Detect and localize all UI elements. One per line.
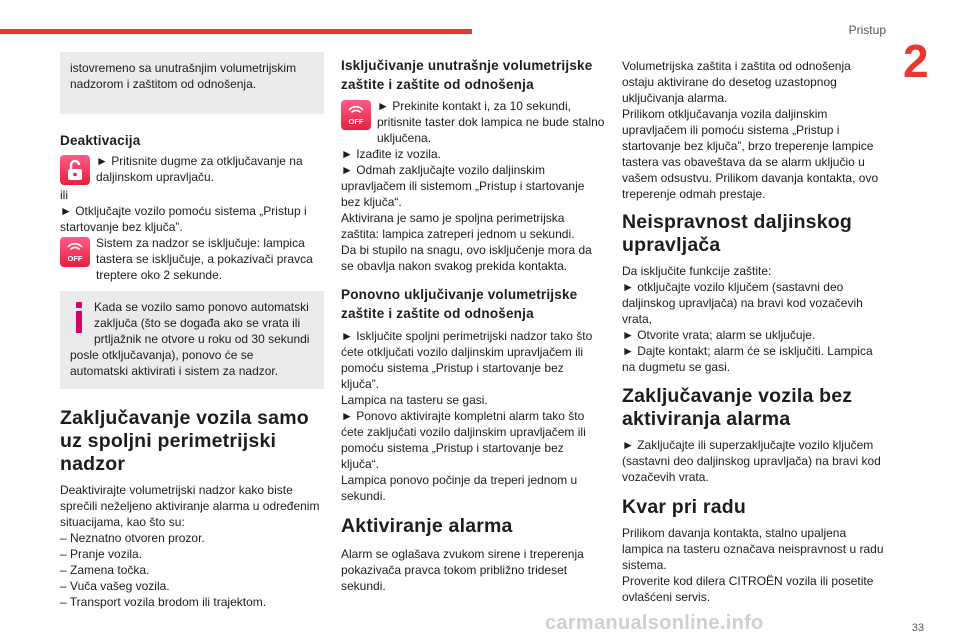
list-item: – Zamena točka. (60, 563, 150, 577)
text-volumetric-active: Volumetrijska zaštita i zaštita od odnošenja ostaju aktivirane do desetog uzastopnog uključivanja alarma. (622, 59, 851, 105)
text-after-ignition: Da bi stupilo na snagu, ovo isključenje mora da se obavlja nakon svakog prekida kontakta. (341, 243, 592, 273)
heading-zakljucavanje-perimetrijski: Zaključavanje vozila samo uz spoljni perimetrijski nadzor (60, 407, 309, 475)
info-note (60, 291, 324, 389)
text-unlock-remote: ► Pritisnite dugme za otključavanje na daljinskom upravljaču. (96, 154, 303, 184)
unlock-instruction (60, 153, 324, 185)
section-title: Pristup (848, 23, 886, 37)
text-lock-vehicle: ► Odmah zaključajte vozilo daljinskim upravljačem ili sistemom „Pristup i startovanje bez ključa“. (341, 163, 585, 209)
alarm-off-button-icon (341, 100, 371, 130)
list-item: – Neznatno otvoren prozor. (60, 531, 205, 545)
text-disable-perimeter: ► Isključite spoljni perimetrijski nadzor tako što ćete otključati vozilo daljinskim upravljačem ili pomoću sistema „Pristup i startovanje bez ključa”. (341, 329, 593, 391)
off-label: OFF (348, 117, 364, 126)
text-ignition-off: ► Prekinite kontakt i, za 10 sekundi, pritisnite taster dok lampica ne bude stalno uključena. (377, 99, 605, 145)
chapter-number: 2 (903, 35, 929, 87)
text-system-off: Sistem za nadzor se isključuje: lampica tastera se isključuje, a pokazivači pravca treptere oko 2 sekunde. (96, 236, 313, 282)
list-item: – Transport vozila brodom ili trajektom. (60, 595, 267, 609)
unlock-icon (60, 155, 90, 185)
off-instruction (60, 235, 324, 283)
text-unlock-key: ► otključajte vozilo ključem (sastavni deo daljinskog upravljača) na bravi kod vozačevih vrata, (622, 280, 863, 326)
text-unlock-blink: Prilikom otključavanja vozila daljinskim upravljačem ili pomoću sistema „Pristup i startovanje bez ključa”, brzo treperenje lampice tastera vas obaveštava da se alarm uključio u vašem odsustvu. Prilikom davanja kontakta, ovo treperenje odmah prestaje. (622, 107, 879, 201)
heading-aktiviranje: Aktiviranje alarma (341, 515, 513, 537)
heading-deaktivacija: Deaktivacija (60, 133, 141, 148)
text-lamp-blinks: Lampica ponovo počinje da treperi jednom u sekundi. (341, 473, 578, 503)
heading-iskljucivanje: Isključivanje unutrašnje volumetrijske zaštite i zaštite od odnošenja (341, 58, 593, 92)
text-alarm-sound: Alarm se oglašava zvukom sirene i treperenja pokazivača pravca tokom približno trideset sekundi. (341, 547, 584, 593)
off-label: OFF (67, 254, 83, 263)
info-note-text: Kada se vozilo samo ponovo automatski zaključa (što se događa ako se vrata ili prtljažnik ne otvore u roku od 30 sekundi posle otključavanja), ponovo će se automatski aktivirati i sistem za nadzor. (70, 300, 310, 378)
list-item: – Pranje vozila. (60, 547, 143, 561)
text-keyless: ► Otključajte vozilo pomoću sistema „Pristup i startovanje bez ključa”. (60, 204, 307, 234)
heading-bez-alarma: Zaključavanje vozila bez aktiviranja alarma (622, 385, 853, 430)
text-lamp-off: Lampica na tasteru se gasi. (341, 393, 488, 407)
text-lock-without-alarm: ► Zaključajte ili superzaključajte vozilo ključem (sastavni deo daljinskog upravljača) na bravi kod vozačevih vrata. (622, 438, 881, 484)
column-1 (60, 52, 324, 610)
text-perimeter-only: Aktivirana je samo je spoljna perimetrijska zaštita: lampica zatreperi jednom u sekundi. (341, 211, 575, 241)
off-instruction-2 (341, 98, 605, 146)
alarm-off-button-icon (60, 237, 90, 267)
list-item: – Vuča vašeg vozila. (60, 579, 170, 593)
page-number: 33 (911, 622, 924, 634)
note-box (60, 52, 324, 114)
text-or: ili (60, 188, 68, 202)
header-accent-bar (0, 29, 472, 34)
text-ignition-on: ► Dajte kontakt; alarm će se isključiti. Lampica na dugmetu se gasi. (622, 344, 873, 374)
column-2 (341, 52, 605, 594)
column-3 (622, 52, 886, 605)
note-text: istovremeno sa unutrašnjim volumetrijskim nadzorom i zaštitom od odnošenja. (70, 61, 297, 91)
text-reactivate-alarm: ► Ponovo aktivirajte kompletni alarm tako što ćete zaključati vozilo daljinskim upravljačem ili pomoću sistema „Pristup i startovanje bez ključa“. (341, 409, 586, 471)
heading-neispravnost: Neispravnost daljinskog upravljača (622, 211, 852, 256)
text-malfunction: Prilikom davanja kontakta, stalno upaljena lampica na tasteru označava neispravnost u radu sistema. (622, 526, 884, 572)
text-deactivate-volumetric: Deaktivirajte volumetrijski nadzor kako biste sprečili neželjeno aktiviranje alarma u određenim situacijama, kao što su: (60, 483, 320, 529)
heading-kvar: Kvar pri radu (622, 496, 746, 518)
info-icon (72, 302, 86, 334)
watermark: carmanualsonline.info (545, 612, 764, 634)
text-open-door: ► Otvorite vrata; alarm se uključuje. (622, 328, 816, 342)
heading-ponovno: Ponovno uključivanje volumetrijske zaštite i zaštite od odnošenja (341, 287, 578, 321)
text-disable-protection: Da isključite funkcije zaštite: (622, 264, 772, 278)
text-check-dealer: Proverite kod dilera CITROËN vozila ili posetite ovlašćeni servis. (622, 574, 874, 604)
text-exit-vehicle: ► Izađite iz vozila. (341, 147, 441, 161)
